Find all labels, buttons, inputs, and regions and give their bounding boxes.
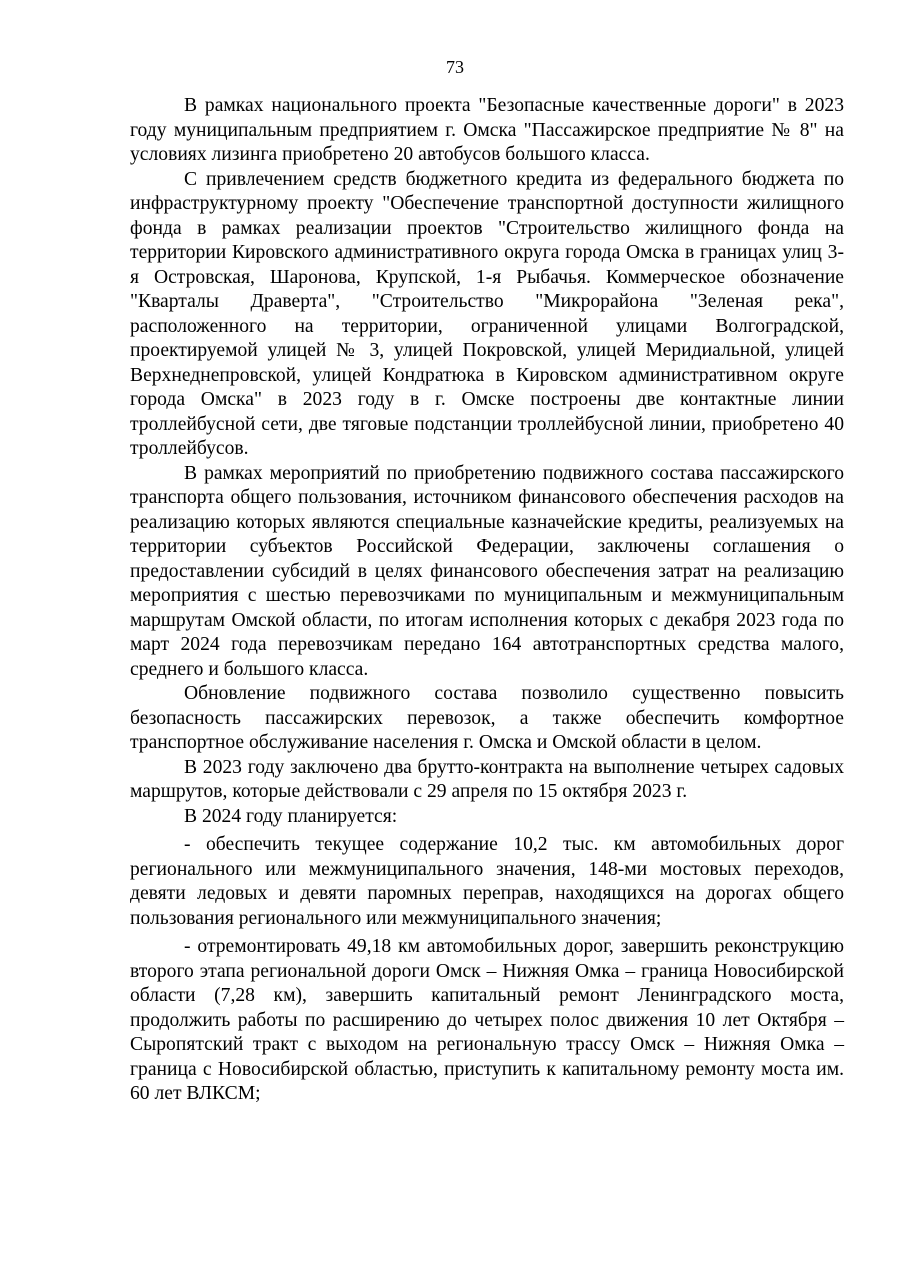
- document-body: [130, 94, 844, 1107]
- list-item-road-maintenance: - обеспечить текущее содержание 10,2 тыс. км автомобильных дорог регионального или межмуниципального значения, 148-ми мостовых переходов, девяти ледовых и девяти паромных переправ, находящихся на дорогах общего пользования регионального или межмуниципального значения;: [130, 834, 844, 929]
- paragraph-plans-2024-heading: В 2024 году планируется:: [184, 805, 398, 827]
- page-number: 73: [446, 57, 464, 77]
- paragraph-safe-roads-buses: В рамках национального проекта "Безопасные качественные дороги" в 2023 году муниципальным предприятием г. Омска "Пассажирское предприятие № 8" на условиях лизинга приобретено 20 автобусов большого класса.: [130, 95, 844, 165]
- paragraph-fleet-renewal: Обновление подвижного состава позволило существенно повысить безопасность пассажирских перевозок, а также обеспечить комфортное транспортное обслуживание населения г. Омска и Омской области в целом.: [130, 683, 844, 753]
- list-item-road-repair: - отремонтировать 49,18 км автомобильных дорог, завершить реконструкцию второго этапа региональной дороги Омск – Нижняя Омка – граница Новосибирской области (7,28 км), завершить капитальный ремонт Ленинградского моста, продолжить работы по расширению до четырех полос движения 10 лет Октября – Сыропятский тракт с выходом на региональную трассу Омск – Нижняя Омка – граница с Новосибирской областью, приступить к капитальному ремонту моста им. 60 лет ВЛКСМ;: [130, 936, 844, 1104]
- paragraph-rolling-stock-subsidies: В рамках мероприятий по приобретению подвижного состава пассажирского транспорта общего пользования, источником финансового обеспечения расходов на реализацию которых являются специальные казначейские кредиты, реализуемых на территории субъектов Российской Федерации, заключены соглашения о предоставлении субсидий в целях финансового обеспечения затрат на реализацию мероприятия с шестью перевозчиками по муниципальным и межмуниципальным маршрутам Омской области, по итогам исполнения которых с декабря 2023 года по март 2024 года перевозчикам передано 164 автотранспортных средства малого, среднего и большого класса.: [130, 462, 844, 680]
- paragraph-garden-routes: В 2023 году заключено два брутто-контракта на выполнение четырех садовых маршрутов, которые действовали с 29 апреля по 15 октября 2023 г.: [130, 756, 844, 802]
- paragraph-trolleybus-infrastructure: С привлечением средств бюджетного кредита из федерального бюджета по инфраструктурному проекту "Обеспечение транспортной доступности жилищного фонда в рамках реализации проектов "Строительство жилищного фонда на территории Кировского административного округа города Омска в границах улиц 3-я Островская, Шаронова, Крупской, 1-я Рыбачья. Коммерческое обозначение "Кварталы Драверта", "Строительство "Микрорайона "Зеленая река", расположенного на территории, ограниченной улицами Волгоградской, проектируемой улицей № 3, улицей Покровской, улицей Меридиальной, улицей Верхнеднепровской, улицей Кондратюка в Кировском административном округе города Омска" в 2023 году в г. Омске построены две контактные линии троллейбусной сети, две тяговые подстанции троллейбусной линии, приобретено 40 троллейбусов.: [130, 168, 844, 459]
